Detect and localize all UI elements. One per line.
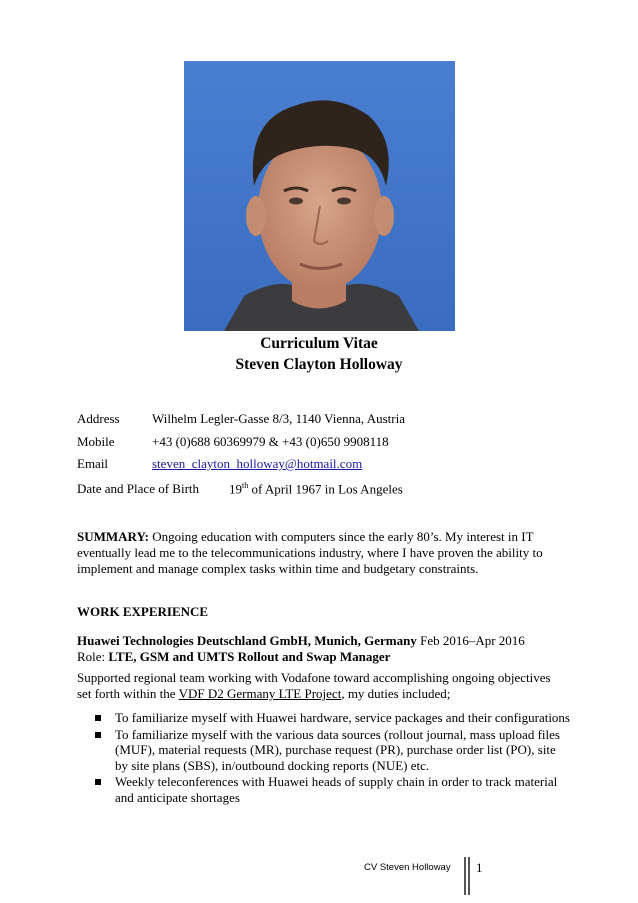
- duties-list: [77, 710, 572, 806]
- bullet-square-icon: [95, 779, 101, 785]
- email-row: [77, 456, 362, 472]
- list-item: [77, 774, 572, 805]
- email-label: Email: [77, 456, 109, 471]
- duty-text: To familiarize myself with the various data sources (rollout journal, mass upload files (MUF), material requests (MR), purchase request (PR), purchase order list (PO), site by site plans (SBS), in/outbound docking reports (NUE) etc.: [115, 726, 560, 773]
- job-dates: Feb 2016–Apr 2016: [416, 633, 525, 648]
- birth-row: [77, 478, 403, 497]
- job-intro: [77, 670, 567, 702]
- footer-divider: [464, 857, 466, 895]
- intro-text-a: Supported regional team working with Vodafone toward accomplishing ongoing objectives set forth within the: [77, 670, 551, 701]
- work-experience-heading: WORK EXPERIENCE: [77, 604, 209, 619]
- address-row: [77, 411, 405, 427]
- birth-suffix: th: [242, 481, 249, 490]
- job-header: [77, 633, 567, 665]
- mobile-value: +43 (0)688 60369979 & +43 (0)650 9908118: [152, 434, 389, 449]
- bullet-square-icon: [95, 715, 101, 721]
- address-label: Address: [77, 411, 120, 426]
- mobile-row: [77, 434, 389, 450]
- duty-text: Weekly teleconferences with Huawei heads of supply chain in order to track material and anticipate shortages: [115, 774, 558, 805]
- mobile-label: Mobile: [77, 434, 115, 449]
- list-item: [77, 710, 572, 726]
- role-title: LTE, GSM and UMTS Rollout and Swap Manager: [108, 649, 391, 664]
- profile-photo: [184, 61, 455, 331]
- duty-text: To familiarize myself with Huawei hardware, service packages and their configurations: [115, 710, 570, 725]
- person-name: Steven Clayton Holloway: [235, 356, 403, 373]
- footer-divider: [468, 857, 470, 895]
- company-name: Huawei Technologies Deutschland GmbH, Munich, Germany: [77, 633, 417, 648]
- summary-paragraph: [77, 529, 567, 577]
- document-title: Curriculum Vitae: [260, 335, 378, 352]
- birth-day: 19: [229, 481, 242, 497]
- page-number: 1: [476, 860, 483, 875]
- footer-text: CV Steven Holloway: [364, 862, 451, 873]
- intro-text-b: , my duties included;: [341, 686, 451, 701]
- summary-text: Ongoing education with computers since the early 80’s. My interest in IT eventually lead me to the telecommunications industry, where I have proven the ability to implement and manage complex tasks within time and budgetary constraints.: [77, 529, 543, 576]
- birth-label: Date and Place of Birth: [77, 481, 200, 497]
- email-link[interactable]: steven_clayton_holloway@hotmail.com: [152, 456, 363, 471]
- list-item: [77, 727, 572, 774]
- role-label: Role:: [77, 649, 109, 664]
- project-name: VDF D2 Germany LTE Project: [178, 686, 342, 701]
- address-value: Wilhelm Legler-Gasse 8/3, 1140 Vienna, Austria: [152, 411, 405, 426]
- bullet-square-icon: [95, 732, 101, 738]
- summary-label: SUMMARY:: [77, 529, 150, 544]
- birth-rest: of April 1967 in Los Angeles: [248, 481, 403, 497]
